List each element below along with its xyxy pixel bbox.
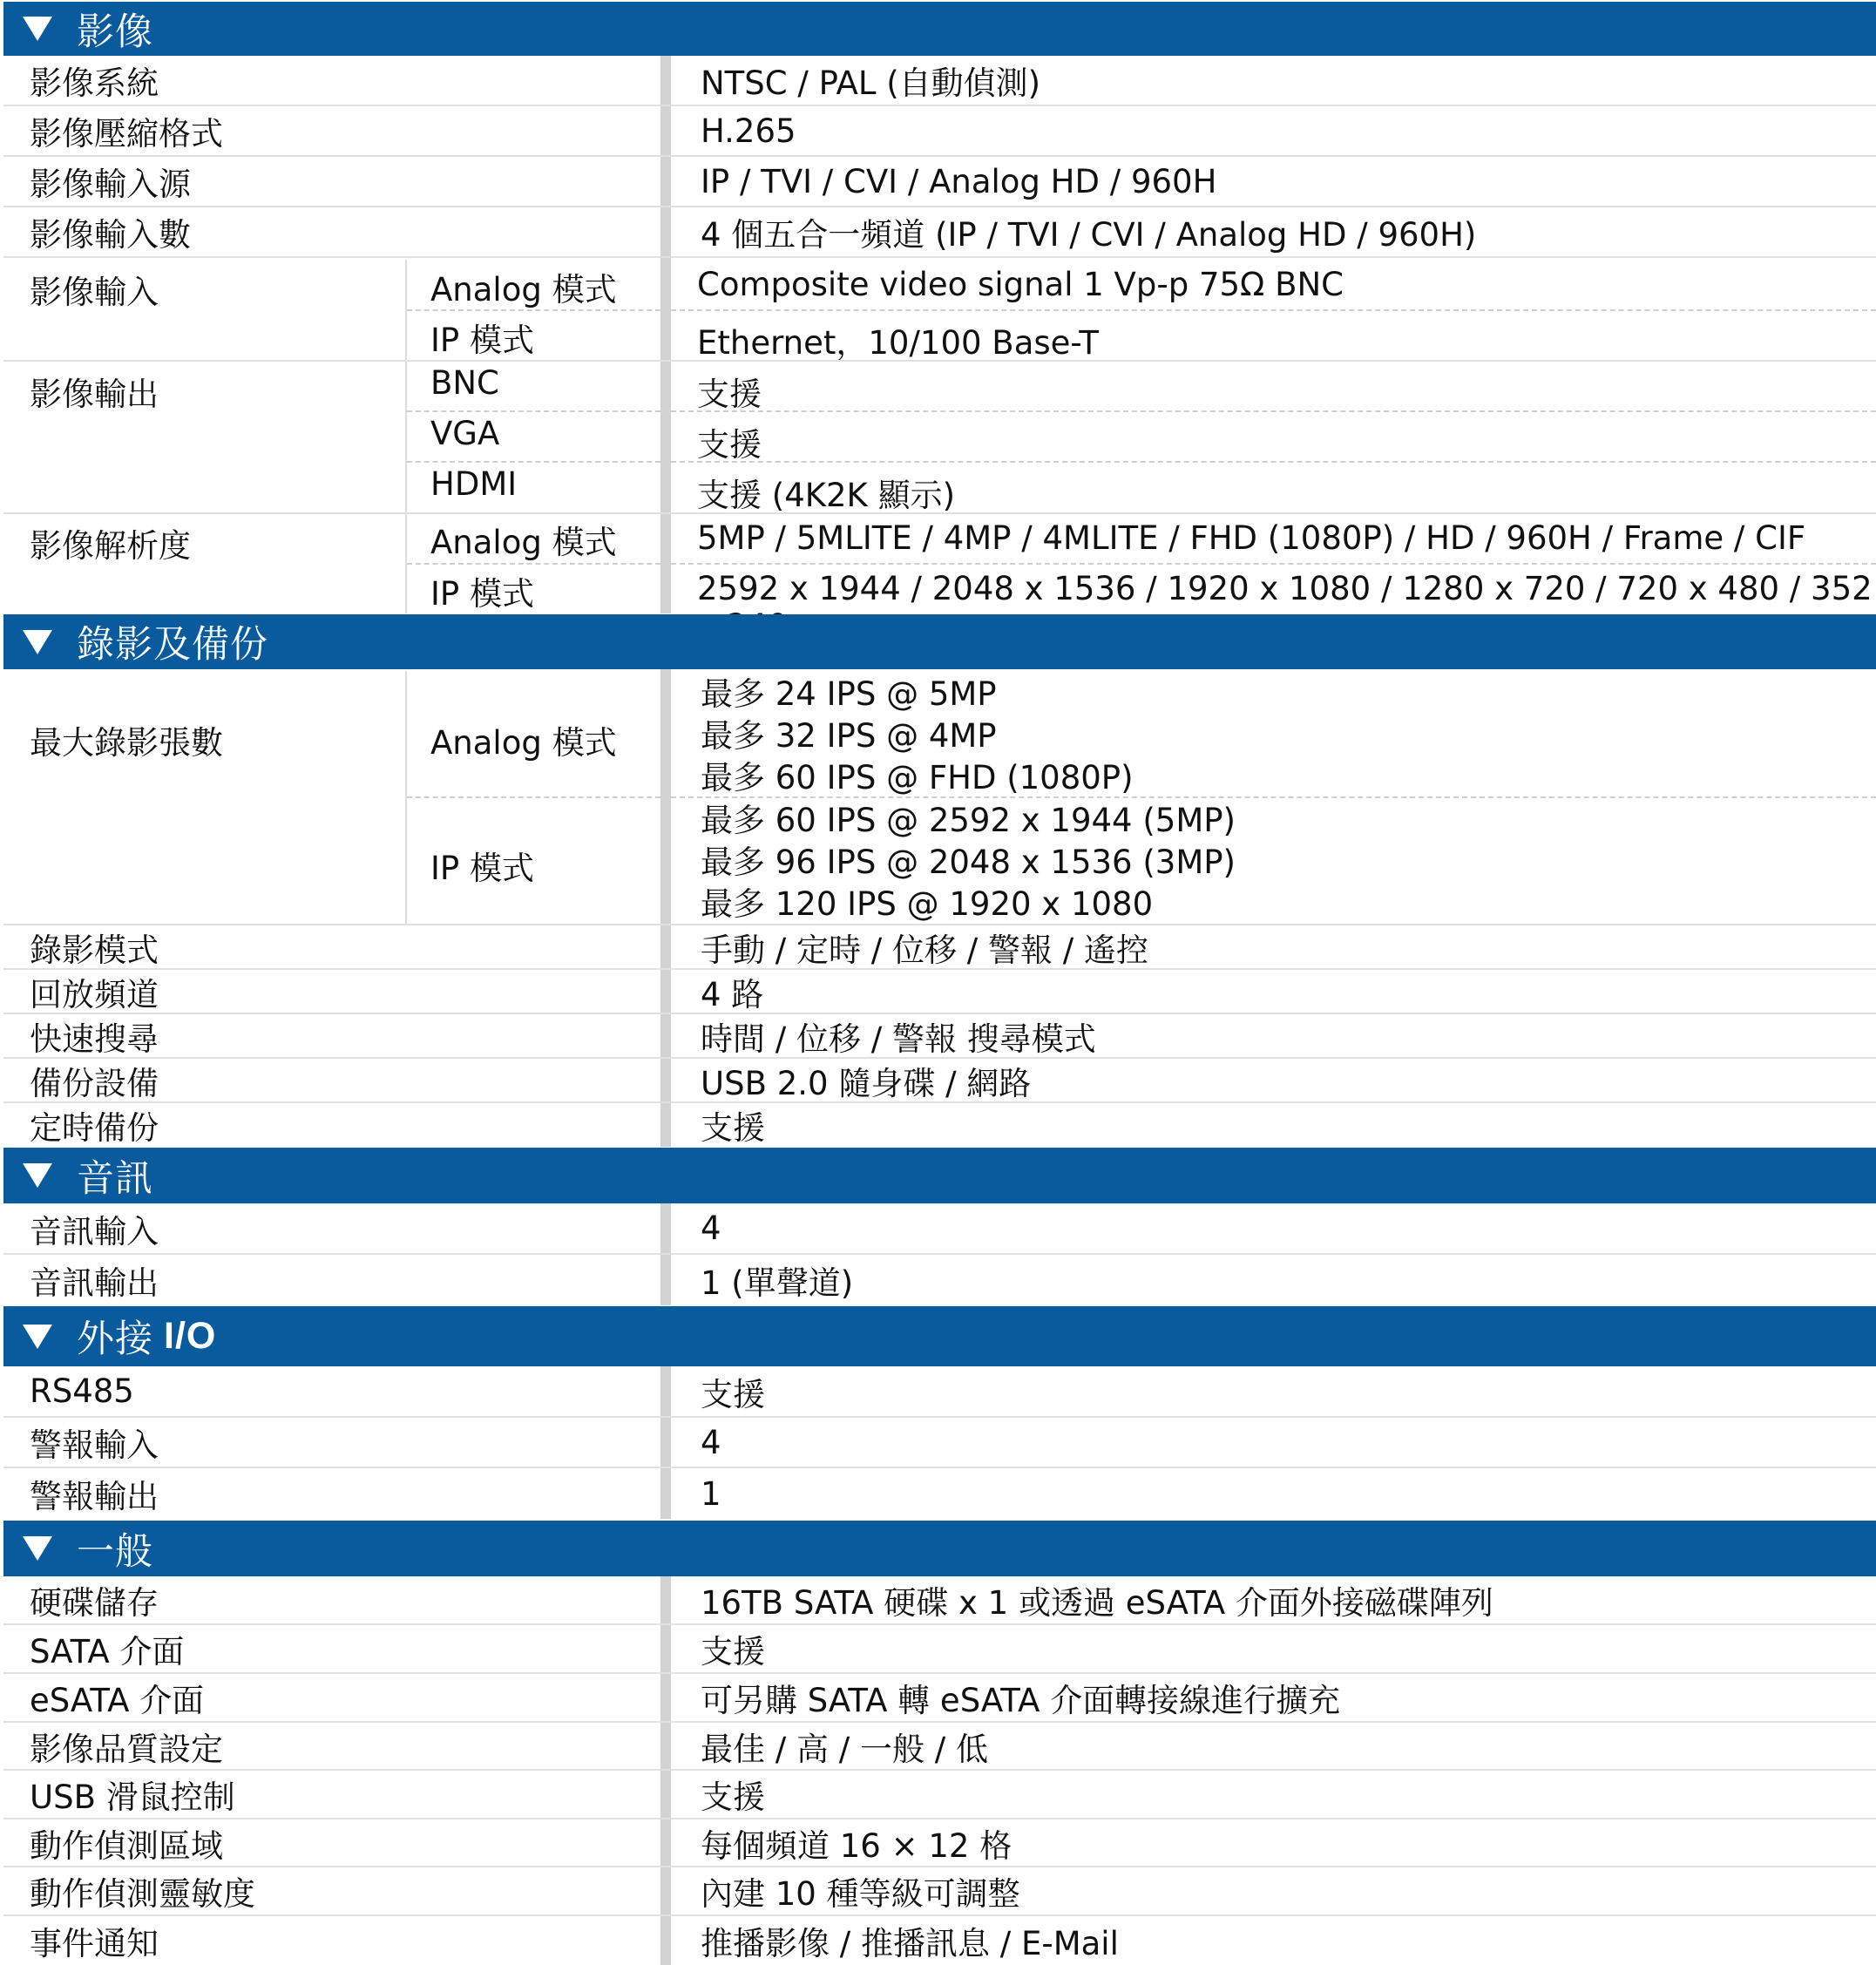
row-value: 2592 x 1944 / 2048 x 1536 / 1920 x 1080 / 1280 x 720 / 720 x 480 / 352: [697, 570, 1873, 607]
value-line: 最多 60 IPS @ 2592 x 1944 (5MP): [701, 802, 1236, 839]
triangle-down-icon: [23, 1536, 52, 1561]
row-label: 影像輸入源: [30, 166, 191, 203]
sub-label: Analog 模式: [430, 524, 617, 561]
row-label: USB 滑鼠控制: [30, 1779, 235, 1816]
row-value: NTSC / PAL (自動偵測): [701, 64, 1041, 102]
row-divider: [3, 512, 1876, 514]
section-header-video: [3, 2, 1876, 56]
spec-row-quality: [3, 1723, 1876, 1771]
row-value: 支援: [701, 1375, 765, 1413]
row-label: 影像品質設定: [30, 1730, 223, 1768]
dashed-divider: [671, 410, 1876, 412]
row-label: 警報輸入: [30, 1426, 159, 1464]
sub-label: BNC: [430, 364, 499, 402]
row-value: 4: [701, 1209, 721, 1247]
row-label: 錄影模式: [30, 931, 159, 969]
dashed-divider: [671, 461, 1876, 463]
row-label: 影像壓縮格式: [30, 115, 223, 152]
spec-row-video-input-count: [3, 207, 1876, 258]
row-label: 事件通知: [30, 1925, 159, 1962]
row-label: SATA 介面: [30, 1633, 185, 1670]
sub-label: IP 模式: [430, 322, 534, 359]
row-value: 支援: [701, 1779, 765, 1816]
triangle-down-icon: [23, 1163, 52, 1188]
row-value: 手動 / 定時 / 位移 / 警報 / 遙控: [701, 931, 1148, 969]
triangle-down-icon: [23, 17, 52, 41]
spec-row-video-system: [3, 56, 1876, 106]
value-lines: [701, 674, 1134, 799]
row-value: 4 路: [701, 975, 764, 1013]
section-header-io: [3, 1306, 1876, 1366]
spec-row-usb-mouse: [3, 1771, 1876, 1819]
section-header-audio: [3, 1148, 1876, 1203]
row-label: 音訊輸入: [30, 1212, 159, 1250]
row-value: 最佳 / 高 / 一般 / 低: [701, 1730, 988, 1768]
section-header-general: [3, 1521, 1876, 1576]
row-label: 動作偵測靈敏度: [30, 1875, 255, 1913]
dashed-divider: [407, 796, 660, 798]
section-title: 音訊: [77, 1156, 153, 1201]
row-divider: [3, 360, 1876, 362]
row-value: 時間 / 位移 / 警報 搜尋模式: [701, 1020, 1096, 1058]
value-line: 最多 32 IPS @ 4MP: [701, 717, 997, 755]
spec-row-motion-sensitivity: [3, 1867, 1876, 1916]
section-header-recording: [3, 614, 1876, 669]
row-value: 4: [701, 1423, 721, 1461]
row-value: 支援: [697, 376, 762, 413]
row-value: IP / TVI / CVI / Analog HD / 960H: [701, 162, 1217, 200]
row-value: 支援: [697, 426, 762, 464]
value-line: 最多 60 IPS @ FHD (1080P): [701, 759, 1134, 796]
row-label: 影像輸入數: [30, 216, 191, 254]
spec-row-motion-area: [3, 1819, 1876, 1867]
row-value: 支援 (4K2K 顯示): [697, 477, 955, 514]
row-value: USB 2.0 隨身碟 / 網路: [701, 1064, 1032, 1102]
row-label: 影像輸出: [30, 376, 159, 413]
dashed-divider: [407, 410, 660, 412]
spec-row-search: [3, 1014, 1876, 1059]
spec-row-video-input-source: [3, 157, 1876, 207]
row-label: 快速搜尋: [30, 1020, 159, 1058]
row-label: 最大錄影張數: [30, 724, 223, 762]
spec-row-sata: [3, 1625, 1876, 1674]
row-value: 推播影像 / 推播訊息 / E-Mail: [701, 1925, 1119, 1962]
value-lines: [701, 800, 1236, 925]
row-label: 動作偵測區域: [30, 1826, 223, 1865]
spec-row-video-compression: [3, 106, 1876, 157]
spec-row-playback: [3, 970, 1876, 1014]
section-title: 錄影及備份: [77, 623, 268, 667]
sub-label: Analog 模式: [430, 271, 617, 308]
row-value: 可另購 SATA 轉 eSATA 介面轉接線進行擴充: [701, 1682, 1341, 1719]
sub-label: VGA: [430, 415, 500, 452]
row-value: H.265: [701, 112, 796, 150]
row-label: 備份設備: [30, 1064, 159, 1102]
row-value: Composite video signal 1 Vp-p 75Ω BNC: [697, 266, 1344, 303]
row-value: Ethernet，10/100 Base-T: [697, 324, 1099, 362]
sub-label: IP 模式: [430, 850, 534, 887]
value-line: 最多 120 IPS @ 1920 x 1080: [701, 885, 1154, 923]
row-value: 內建 10 種等級可調整: [701, 1875, 1020, 1913]
spec-row-scheduled-backup: [3, 1103, 1876, 1147]
sub-label: IP 模式: [430, 575, 534, 613]
sub-label: Analog 模式: [430, 724, 617, 762]
triangle-down-icon: [23, 1325, 52, 1349]
dashed-divider: [407, 563, 660, 565]
section-title: 外接: [77, 1318, 153, 1361]
section-title: 影像: [77, 10, 153, 54]
row-value: 支援: [701, 1109, 765, 1147]
spec-row-record-mode: [3, 925, 1876, 970]
row-label: 定時備份: [30, 1109, 159, 1147]
row-label: 音訊輸出: [30, 1264, 159, 1302]
section-title-bold: I/O: [164, 1315, 217, 1357]
row-value: 1: [701, 1474, 721, 1513]
spec-row-event-notify: [3, 1916, 1876, 1965]
spec-row-rs485: [3, 1366, 1876, 1418]
row-label: eSATA 介面: [30, 1682, 205, 1719]
row-label: 影像解析度: [30, 527, 191, 565]
value-line: 最多 96 IPS @ 2048 x 1536 (3MP): [701, 844, 1236, 881]
row-value: 4 個五合一頻道 (IP / TVI / CVI / Analog HD / 960H): [701, 216, 1477, 254]
dashed-divider: [671, 563, 1876, 565]
row-label: 硬碟儲存: [30, 1584, 159, 1622]
row-value: 每個頻道 16 × 12 格: [701, 1826, 1012, 1865]
row-label: 影像輸入: [30, 274, 159, 311]
dashed-divider: [407, 309, 660, 311]
spec-row-audio-input: [3, 1203, 1876, 1255]
row-value: 16TB SATA 硬碟 x 1 或透過 eSATA 介面外接磁碟陣列: [701, 1584, 1493, 1622]
spec-row-audio-output: [3, 1255, 1876, 1305]
row-label: 影像系統: [30, 64, 159, 102]
dashed-divider: [671, 309, 1876, 311]
sub-label: HDMI: [430, 465, 518, 503]
row-value: 5MP / 5MLITE / 4MP / 4MLITE / FHD (1080P) / HD / 960H / Frame / CIF: [697, 519, 1806, 557]
spec-row-esata: [3, 1674, 1876, 1723]
row-label: 警報輸出: [30, 1478, 159, 1515]
row-value: 1 (單聲道): [701, 1264, 854, 1302]
row-value: 支援: [701, 1633, 765, 1670]
dashed-divider: [407, 461, 660, 463]
row-label: RS485: [30, 1372, 134, 1410]
triangle-down-icon: [23, 630, 52, 654]
row-label: 回放頻道: [30, 975, 159, 1013]
spec-row-hdd: [3, 1576, 1876, 1625]
value-line: 最多 24 IPS @ 5MP: [701, 675, 997, 713]
sub-divider: [405, 362, 407, 513]
dashed-divider: [671, 796, 1876, 798]
section-title: 一般: [77, 1529, 153, 1574]
spec-row-alarm-in: [3, 1418, 1876, 1468]
spec-row-alarm-out: [3, 1468, 1876, 1519]
spec-row-backup-device: [3, 1059, 1876, 1103]
